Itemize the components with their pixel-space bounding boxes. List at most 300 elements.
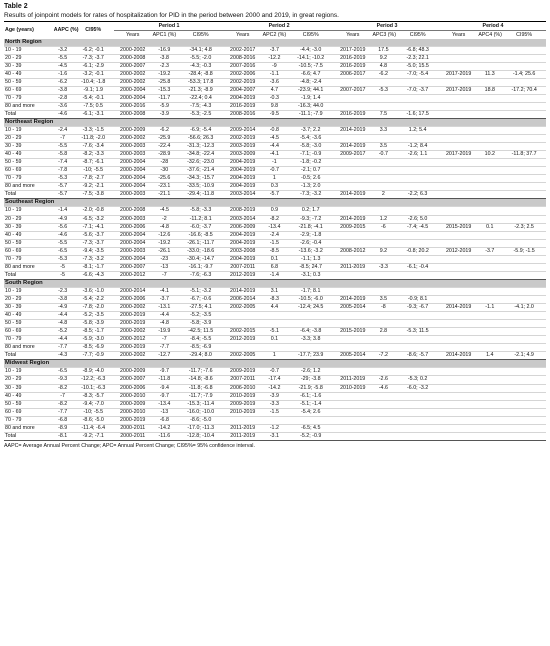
table-cell bbox=[440, 376, 477, 384]
table-cell bbox=[477, 416, 502, 424]
table-cell bbox=[477, 110, 502, 118]
table-cell bbox=[371, 207, 395, 215]
table-cell: 2002-2005 bbox=[224, 352, 261, 360]
table-cell: 2010-2019 bbox=[224, 408, 261, 416]
table-cell bbox=[502, 46, 546, 54]
table-label: Table 2 bbox=[4, 3, 28, 10]
table-row bbox=[4, 70, 546, 78]
header-years: Years bbox=[451, 31, 466, 38]
table-cell: -6.6; -4.3 bbox=[73, 271, 115, 279]
table-cell bbox=[502, 191, 546, 199]
age-group-cell: 40 - 49 bbox=[4, 312, 53, 320]
table-cell: -5.5 bbox=[53, 54, 73, 62]
header-period-1: Period 1 bbox=[114, 22, 224, 31]
table-cell bbox=[440, 191, 477, 199]
table-cell bbox=[477, 392, 502, 400]
table-cell bbox=[477, 207, 502, 215]
table-cell: -4.1; 2.0 bbox=[502, 304, 546, 312]
table-row bbox=[4, 352, 546, 360]
table-cell bbox=[440, 255, 477, 263]
table-cell: -5 bbox=[53, 263, 73, 271]
table-cell: -5.2 bbox=[53, 328, 73, 336]
table-cell: -12.2; -6.3 bbox=[73, 376, 115, 384]
table-cell: -5.9; -1.5 bbox=[502, 247, 546, 255]
age-group-cell: Total bbox=[4, 271, 53, 279]
table-cell bbox=[334, 392, 371, 400]
table-cell: -3.8 bbox=[151, 54, 177, 62]
table-cell bbox=[395, 78, 440, 86]
table-cell bbox=[502, 263, 546, 271]
table-cell: -1.4 bbox=[261, 271, 287, 279]
table-cell: -10.4; -1.8 bbox=[73, 78, 115, 86]
table-cell: -7 bbox=[151, 336, 177, 344]
table-body bbox=[4, 39, 546, 441]
table-cell bbox=[440, 408, 477, 416]
table-cell: 6.8 bbox=[261, 263, 287, 271]
table-cell: -13.4 bbox=[261, 223, 287, 231]
table-cell: 2007-2011 bbox=[224, 263, 261, 271]
age-group-cell: 40 - 49 bbox=[4, 392, 53, 400]
table-cell: -5.8; -3.0 bbox=[287, 143, 334, 151]
joinpoint-table bbox=[4, 22, 546, 441]
region-header-row bbox=[4, 39, 546, 47]
table-cell: 2014-2019 bbox=[440, 304, 477, 312]
table-cell: -3.7 bbox=[261, 46, 287, 54]
header-years: Years bbox=[126, 31, 140, 38]
table-cell: 2000-2008 bbox=[114, 110, 151, 118]
table-cell: 2010-2019 bbox=[224, 392, 261, 400]
age-group-cell: 70 - 79 bbox=[4, 336, 53, 344]
table-row bbox=[4, 159, 546, 167]
table-cell: -5.8; -3.9 bbox=[73, 320, 115, 328]
table-cell: -31.3; -12.3 bbox=[177, 143, 224, 151]
table-cell: -23.1 bbox=[151, 183, 177, 191]
table-cell: 2003-2009 bbox=[224, 151, 261, 159]
table-row bbox=[4, 94, 546, 102]
table-cell: -13 bbox=[151, 408, 177, 416]
table-cell bbox=[395, 271, 440, 279]
region-header-row bbox=[4, 199, 546, 207]
table-cell: -21.9; -5.8 bbox=[287, 384, 334, 392]
table-cell: -6.6; 4.7 bbox=[287, 70, 334, 78]
table-cell: 2008-2016 bbox=[224, 110, 261, 118]
table-cell bbox=[334, 183, 371, 191]
table-cell: -4.5 bbox=[53, 62, 73, 70]
table-cell: -10.5; -6.0 bbox=[287, 296, 334, 304]
age-group-cell: Total bbox=[4, 191, 53, 199]
table-cell: -21.8; -4.1 bbox=[287, 223, 334, 231]
table-cell bbox=[502, 135, 546, 143]
table-cell: -2.4 bbox=[53, 127, 73, 135]
table-cell bbox=[477, 102, 502, 110]
table-cell bbox=[477, 231, 502, 239]
table-cell: -2.3; 2.5 bbox=[502, 223, 546, 231]
table-cell bbox=[477, 127, 502, 135]
table-cell bbox=[334, 400, 371, 408]
table-cell bbox=[371, 183, 395, 191]
table-cell: 2000-2010 bbox=[114, 392, 151, 400]
table-cell bbox=[334, 102, 371, 110]
table-cell: -15.3 bbox=[151, 86, 177, 94]
table-cell bbox=[477, 328, 502, 336]
table-row bbox=[4, 215, 546, 223]
table-cell bbox=[440, 424, 477, 432]
table-cell bbox=[502, 416, 546, 424]
table-cell: 0.3 bbox=[261, 183, 287, 191]
table-cell: -13.4 bbox=[151, 400, 177, 408]
table-cell: 2000-2002 bbox=[114, 135, 151, 143]
table-cell bbox=[334, 312, 371, 320]
table-cell: 2009-2015 bbox=[334, 223, 371, 231]
table-cell: 2004-2019 bbox=[224, 239, 261, 247]
table-cell: -5.7 bbox=[53, 183, 73, 191]
table-cell: -3.1; 0.3 bbox=[287, 271, 334, 279]
table-cell: -32.6; -23.0 bbox=[177, 159, 224, 167]
table-cell bbox=[334, 175, 371, 183]
table-cell: -8.5 bbox=[261, 247, 287, 255]
table-row bbox=[4, 336, 546, 344]
table-cell: -9.1; 1.9 bbox=[73, 86, 115, 94]
table-cell: -2.1; 0.7 bbox=[287, 167, 334, 175]
table-cell: -12.8; -10.4 bbox=[177, 432, 224, 440]
table-cell bbox=[502, 320, 546, 328]
table-cell: -19.2 bbox=[151, 239, 177, 247]
table-cell: -5.4; -3.6 bbox=[287, 135, 334, 143]
table-cell bbox=[440, 207, 477, 215]
table-cell: 2000-2009 bbox=[114, 368, 151, 376]
table-cell: -22.4 bbox=[151, 143, 177, 151]
table-cell: -8 bbox=[371, 304, 395, 312]
table-cell bbox=[440, 432, 477, 440]
table-row bbox=[4, 102, 546, 110]
table-cell: 2008-2016 bbox=[224, 54, 261, 62]
table-cell: -5.8 bbox=[53, 151, 73, 159]
table-cell: -5.0; 15.5 bbox=[395, 62, 440, 70]
table-cell: 0.1 bbox=[261, 336, 287, 344]
table-cell: 2002-2005 bbox=[224, 304, 261, 312]
table-cell: -6.1; -3.1 bbox=[73, 110, 115, 118]
table-cell: -5.7 bbox=[261, 191, 287, 199]
table-cell: -7.7 bbox=[53, 344, 73, 352]
table-cell bbox=[371, 400, 395, 408]
table-cell: -0.9; 8.1 bbox=[395, 296, 440, 304]
table-cell: 2002-2019 bbox=[224, 78, 261, 86]
table-cell: -10; -5.5 bbox=[73, 167, 115, 175]
table-cell: -5.1; -1.4 bbox=[287, 400, 334, 408]
table-cell: -33.5; -10.9 bbox=[177, 183, 224, 191]
region-header-row bbox=[4, 118, 546, 126]
table-cell bbox=[477, 143, 502, 151]
table-cell bbox=[440, 159, 477, 167]
region-name: North Region bbox=[4, 39, 546, 47]
table-cell: -7.1; -4.1 bbox=[73, 223, 115, 231]
table-cell: -6.5; -3.2 bbox=[73, 215, 115, 223]
table-cell: -8.2 bbox=[53, 400, 73, 408]
table-row bbox=[4, 296, 546, 304]
table-cell bbox=[334, 320, 371, 328]
table-cell: -14.2 bbox=[151, 424, 177, 432]
table-cell bbox=[502, 207, 546, 215]
table-cell: -3.7 bbox=[151, 296, 177, 304]
age-group-cell: 10 - 19 bbox=[4, 46, 53, 54]
table-cell: -1.8; -0.2 bbox=[287, 159, 334, 167]
table-cell: -11.7; -7.6 bbox=[177, 368, 224, 376]
table-cell bbox=[477, 54, 502, 62]
table-cell: -2.6; 5.0 bbox=[395, 215, 440, 223]
region-name: Southeast Region bbox=[4, 199, 546, 207]
age-group-cell: 20 - 29 bbox=[4, 296, 53, 304]
header-years: Years bbox=[236, 31, 250, 38]
table-cell: -0.5; 2.6 bbox=[287, 175, 334, 183]
table-cell: -4.3; -0.3 bbox=[177, 62, 224, 70]
table-cell: -3.1 bbox=[261, 432, 287, 440]
age-group-cell: 10 - 19 bbox=[4, 287, 53, 295]
table-cell: -1.4 bbox=[53, 207, 73, 215]
table-cell bbox=[287, 416, 334, 424]
table-row bbox=[4, 432, 546, 440]
table-cell: -5.7 bbox=[53, 191, 73, 199]
table-cell bbox=[395, 424, 440, 432]
table-cell: -2.6; -0.4 bbox=[287, 239, 334, 247]
table-cell: 0.1 bbox=[477, 223, 502, 231]
table-cell: 2000-2003 bbox=[114, 247, 151, 255]
table-cell: -2.0; -0.8 bbox=[73, 207, 115, 215]
table-cell bbox=[371, 368, 395, 376]
age-group-cell: 50 - 59 bbox=[4, 320, 53, 328]
table-cell: 2005-2014 bbox=[334, 352, 371, 360]
age-group-cell: 40 - 49 bbox=[4, 231, 53, 239]
table-cell: -5.2; -3.5 bbox=[73, 312, 115, 320]
table-cell bbox=[477, 336, 502, 344]
table-cell: -12.6 bbox=[151, 231, 177, 239]
table-cell: 3.3 bbox=[371, 127, 395, 135]
table-row bbox=[4, 54, 546, 62]
header-apc: APC4 (%) bbox=[478, 31, 502, 38]
table-cell: 2014-2019 bbox=[334, 127, 371, 135]
table-cell: 2009-2017 bbox=[334, 151, 371, 159]
table-cell: -8.9 bbox=[53, 424, 73, 432]
table-cell: -3.3 bbox=[261, 400, 287, 408]
table-cell: 2003-2014 bbox=[224, 215, 261, 223]
table-cell bbox=[477, 400, 502, 408]
table-cell: -12.2 bbox=[261, 54, 287, 62]
table-row bbox=[4, 320, 546, 328]
table-cell: -8.7; -6.1 bbox=[73, 159, 115, 167]
table-cell: 18.8 bbox=[477, 86, 502, 94]
table-cell: -17.0; -11.3 bbox=[177, 424, 224, 432]
table-cell: 2000-2003 bbox=[114, 151, 151, 159]
table-cell: 2010-2019 bbox=[334, 384, 371, 392]
table-cell bbox=[440, 167, 477, 175]
table-cell bbox=[371, 159, 395, 167]
table-cell bbox=[261, 416, 287, 424]
table-cell: 2004-2019 bbox=[224, 183, 261, 191]
table-cell: 10.2 bbox=[477, 151, 502, 159]
table-cell: -1.2 bbox=[261, 424, 287, 432]
table-cell: 2006-2017 bbox=[334, 70, 371, 78]
table-cell: -3.6; -1.0 bbox=[73, 287, 115, 295]
table-cell bbox=[371, 416, 395, 424]
table-cell: -11.8; -6.8 bbox=[177, 384, 224, 392]
table-cell: -17.2; 70.4 bbox=[502, 86, 546, 94]
table-cell: -1.5 bbox=[261, 408, 287, 416]
table-row bbox=[4, 78, 546, 86]
table-cell: -1.6; 17.5 bbox=[395, 110, 440, 118]
table-cell bbox=[502, 175, 546, 183]
table-cell bbox=[261, 320, 287, 328]
age-group-cell: 80 and more bbox=[4, 424, 53, 432]
table-cell bbox=[502, 376, 546, 384]
table-cell: 2017-2019 bbox=[440, 151, 477, 159]
table-cell: -2.3 bbox=[151, 62, 177, 70]
table-cell: 2011-2019 bbox=[224, 424, 261, 432]
table-cell: -7.4; -4.5 bbox=[395, 223, 440, 231]
table-cell: -7.4 bbox=[53, 159, 73, 167]
table-cell: -16.0; -10.0 bbox=[177, 408, 224, 416]
table-cell: -11.8; -2.0 bbox=[73, 135, 115, 143]
table-cell: 2000-2004 bbox=[114, 239, 151, 247]
table-cell: 2000-2004 bbox=[114, 86, 151, 94]
table-row bbox=[4, 239, 546, 247]
table-cell: 3.1 bbox=[261, 287, 287, 295]
table-cell bbox=[334, 135, 371, 143]
table-cell bbox=[477, 376, 502, 384]
age-group-cell: 80 and more bbox=[4, 263, 53, 271]
table-cell: -15.3; -11.4 bbox=[177, 400, 224, 408]
table-cell: -8.2 bbox=[261, 215, 287, 223]
table-cell: -37.6; -21.4 bbox=[177, 167, 224, 175]
table-cell bbox=[334, 271, 371, 279]
table-cell bbox=[334, 408, 371, 416]
table-cell: 2000-2019 bbox=[114, 416, 151, 424]
table-row bbox=[4, 151, 546, 159]
table-cell bbox=[502, 328, 546, 336]
table-cell bbox=[334, 424, 371, 432]
table-cell: 2009-2019 bbox=[224, 368, 261, 376]
table-row bbox=[4, 86, 546, 94]
table-cell: -11.6 bbox=[151, 432, 177, 440]
table-cell: -3.6 bbox=[53, 102, 73, 110]
table-cell: -6.7; -0.6 bbox=[177, 296, 224, 304]
table-cell bbox=[395, 336, 440, 344]
table-row bbox=[4, 376, 546, 384]
table-cell: -1.9; 1.4 bbox=[287, 94, 334, 102]
table-row bbox=[4, 408, 546, 416]
header-years: Years bbox=[346, 31, 360, 38]
table-cell bbox=[371, 432, 395, 440]
table-cell: -6.2 bbox=[151, 127, 177, 135]
table-cell: 2004-2019 bbox=[224, 231, 261, 239]
table-cell bbox=[334, 94, 371, 102]
table-cell: -22.4; 0.4 bbox=[177, 94, 224, 102]
table-cell: -25.8 bbox=[151, 78, 177, 86]
table-cell: -9.3 bbox=[53, 376, 73, 384]
table-cell bbox=[334, 255, 371, 263]
table-cell: -8.5; -1.7 bbox=[73, 328, 115, 336]
age-group-cell: 30 - 39 bbox=[4, 143, 53, 151]
table-cell bbox=[395, 287, 440, 295]
table-cell: -2.3; 22.1 bbox=[395, 54, 440, 62]
table-cell: -5.9 bbox=[151, 102, 177, 110]
table-cell: 7.5 bbox=[371, 110, 395, 118]
table-cell: 2014-2019 bbox=[334, 143, 371, 151]
header-ci: CI95% bbox=[302, 31, 319, 38]
table-row bbox=[4, 368, 546, 376]
table-cell: 4.7 bbox=[261, 86, 287, 94]
table-cell bbox=[334, 159, 371, 167]
table-cell: -0.3 bbox=[261, 94, 287, 102]
header-aapc: AAPC (%) bbox=[53, 27, 79, 33]
table-row bbox=[4, 231, 546, 239]
table-cell: -4.4; -3.0 bbox=[287, 46, 334, 54]
table-cell: -0.8 bbox=[261, 127, 287, 135]
table-cell: -9.5 bbox=[261, 110, 287, 118]
table-cell: 2008-2012 bbox=[334, 247, 371, 255]
table-cell bbox=[477, 94, 502, 102]
table-cell: -5.9; -3.0 bbox=[73, 336, 115, 344]
table-cell: -7 bbox=[53, 135, 73, 143]
table-cell bbox=[395, 400, 440, 408]
table-header bbox=[4, 22, 546, 39]
table-row bbox=[4, 223, 546, 231]
table-row bbox=[4, 135, 546, 143]
table-cell bbox=[224, 320, 261, 328]
table-cell: 2000-2007 bbox=[114, 62, 151, 70]
table-cell: -23 bbox=[151, 255, 177, 263]
table-cell bbox=[440, 54, 477, 62]
table-caption: Results of joinpoint models for rates of hospitalization for PID in the period between 2000 and 2019, in great regions. bbox=[4, 11, 546, 22]
table-cell: -2.6 bbox=[371, 376, 395, 384]
table-row bbox=[4, 191, 546, 199]
table-cell: -7.7; -0.9 bbox=[73, 352, 115, 360]
table-cell: -4.5 bbox=[151, 207, 177, 215]
table-cell: -0.7 bbox=[261, 368, 287, 376]
age-group-cell: 60 - 69 bbox=[4, 86, 53, 94]
region-name: South Region bbox=[4, 279, 546, 287]
table-cell: -1.6 bbox=[53, 70, 73, 78]
table-cell: -6.4; -3.8 bbox=[287, 328, 334, 336]
table-cell: -8.3; -5.7 bbox=[73, 392, 115, 400]
table-cell: 2002-2017 bbox=[224, 46, 261, 54]
age-group-cell: 60 - 69 bbox=[4, 247, 53, 255]
table-cell: -4.1 bbox=[151, 287, 177, 295]
table-cell: 2000-2007 bbox=[114, 376, 151, 384]
table-cell: -19.2 bbox=[151, 70, 177, 78]
table-cell bbox=[334, 416, 371, 424]
table-row bbox=[4, 127, 546, 135]
table-cell: -4.9 bbox=[53, 304, 73, 312]
table-cell: 2011-2019 bbox=[334, 376, 371, 384]
table-cell: -2.3 bbox=[53, 287, 73, 295]
table-cell: 2015-2019 bbox=[334, 328, 371, 336]
table-cell: -7.6; -6.3 bbox=[177, 271, 224, 279]
table-cell: -34.3; -15.7 bbox=[177, 175, 224, 183]
table-cell: -5.5 bbox=[53, 239, 73, 247]
table-cell: -56.6; 26.3 bbox=[177, 135, 224, 143]
table-cell: 2008-2019 bbox=[224, 207, 261, 215]
table-cell: -8.6; -5.7 bbox=[395, 352, 440, 360]
age-group-cell: 30 - 39 bbox=[4, 223, 53, 231]
table-cell: 2011-2019 bbox=[224, 432, 261, 440]
table-row bbox=[4, 46, 546, 54]
table-cell: 2000-2008 bbox=[114, 54, 151, 62]
table-cell: -5.3; 0.2 bbox=[395, 376, 440, 384]
table-cell: -11.1; -7.9 bbox=[287, 110, 334, 118]
table-cell: -8.6; -5.0 bbox=[73, 416, 115, 424]
table-cell: -7.3; -3.2 bbox=[73, 255, 115, 263]
table-cell bbox=[502, 336, 546, 344]
table-cell: -14.1; -10.2 bbox=[287, 54, 334, 62]
